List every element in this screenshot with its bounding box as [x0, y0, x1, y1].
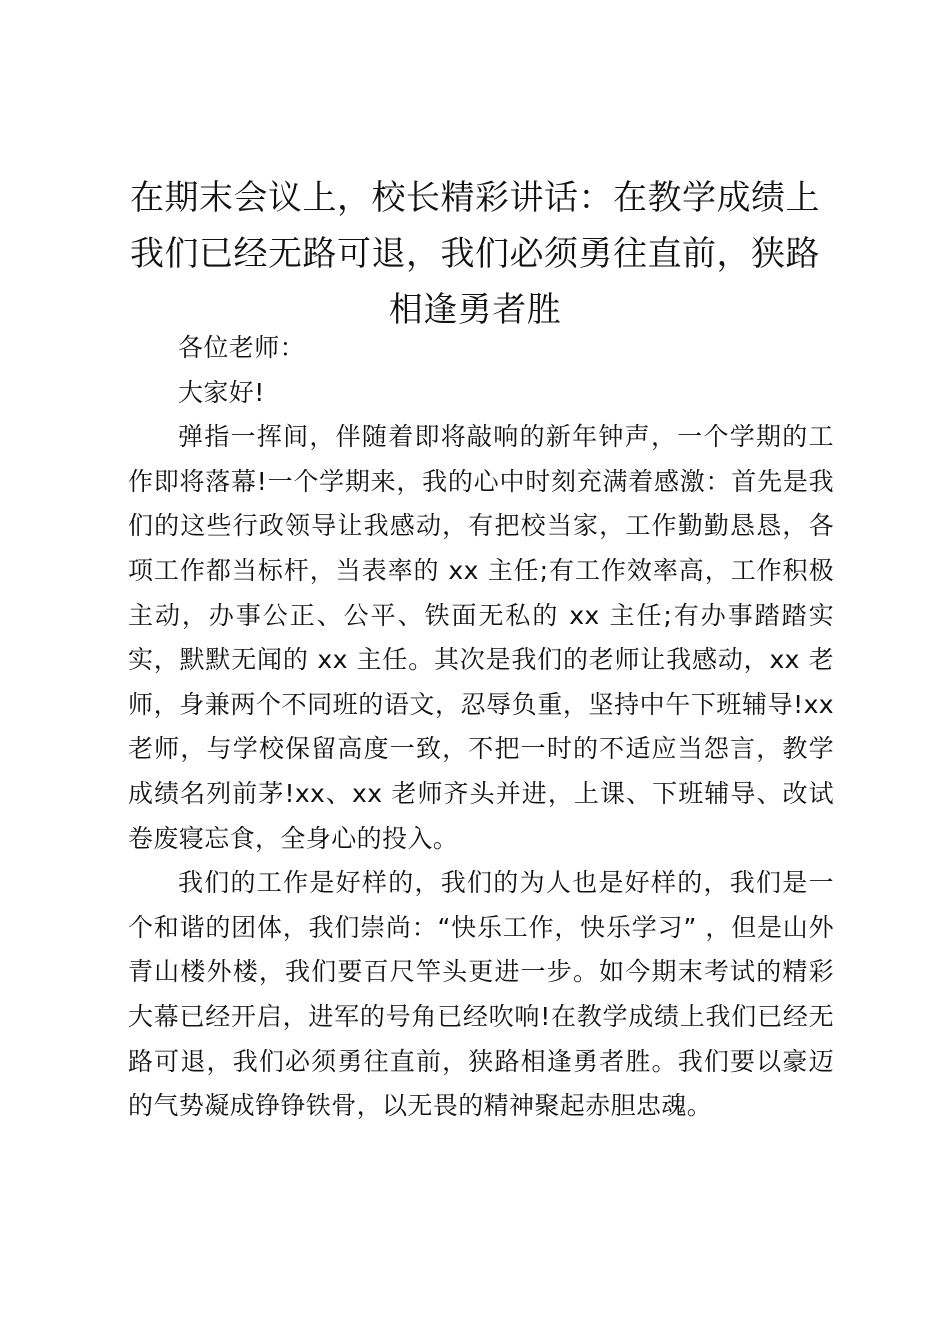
paragraph-2: 我们的工作是好样的，我们的为人也是好样的，我们是一个和谐的团体，我们崇尚：“快乐工作，快乐学习” ，但是山外青山楼外楼，我们要百尺竿头更进一步。如今期末考试的精彩大幕已经开启，进军的号角已经吹响!在教学成绩上我们已经无路可退，我们必须勇往直前，狭路相逢勇者胜。我们要以豪迈的气势凝成铮铮铁骨，以无畏的精神聚起赤胆忠魂。 — [128, 868, 834, 1121]
paragraph-1: 弹指一挥间，伴随着即将敲响的新年钟声，一个学期的工作即将落幕!一个学期来，我的心中时刻充满着感激：首先是我们的这些行政领导让我感动，有把校当家，工作勤勤恳恳，各项工作都当标杆，当表率的 xx 主任;有工作效率高，工作积极主动，办事公正、公平、铁面无私的 xx 主任;有办事踏踏实实，默默无闻的 xx 主任。其次是我们的老师让我感动，xx 老师，身兼两个不同班的语文，忍辱负重，坚持中午下班辅导!xx 老师，与学校保留高度一致，不把一时的不适应当怨言，教学成绩名列前茅!xx、xx 老师齐头并进，上课、下班辅导、改试卷废寝忘食，全身心的投入。 — [128, 422, 834, 853]
greeting: 大家好! — [178, 377, 265, 407]
salutation: 各位老师： — [178, 333, 306, 362]
document-title: 在期末会议上，校长精彩讲话：在教学成绩上我们已经无路可退，我们必须勇往直前，狭路相逢勇者胜 — [130, 178, 820, 330]
document-body — [128, 326, 834, 1129]
